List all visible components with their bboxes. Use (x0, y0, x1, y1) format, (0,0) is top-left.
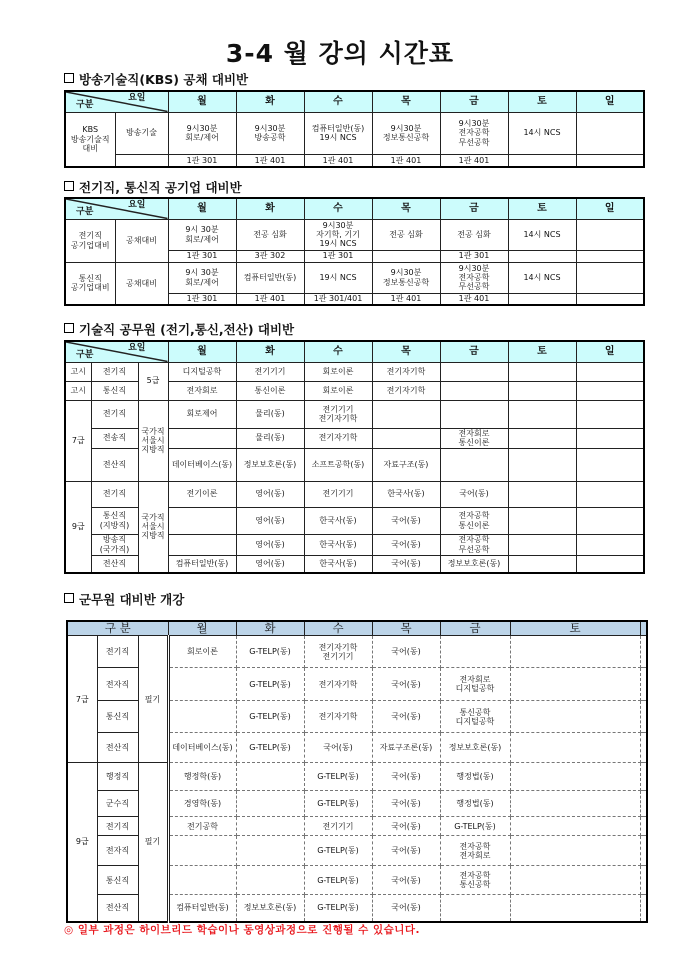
class-cell: 컴퓨터일반(동) (168, 895, 236, 922)
room-cell (576, 250, 644, 262)
class-cell (168, 866, 236, 895)
type-label: 전산직 (97, 895, 138, 922)
class-cell (508, 481, 576, 507)
class-cell: 정보보호론(동) (440, 733, 510, 763)
class-cell: 국어(동) (372, 817, 440, 836)
class-cell (576, 112, 644, 154)
class-cell: 전기자기학 (304, 428, 372, 448)
class-cell (510, 817, 640, 836)
class-cell (508, 555, 576, 573)
day-header: 목 (372, 621, 440, 636)
class-cell: 회로이론 (168, 636, 236, 668)
day-header: 월 (168, 91, 236, 112)
class-cell: 전자공학 통신공학 (440, 866, 510, 895)
class-cell: 전공 심화 (440, 219, 508, 250)
kbs-timetable (64, 90, 645, 168)
type-label: 전산직 (97, 733, 138, 763)
day-header-clipped (640, 621, 647, 636)
class-cell (576, 481, 644, 507)
class-cell: 행정법(동) (440, 791, 510, 817)
class-cell: 전자회로 디지털공학 (440, 668, 510, 701)
class-cell: 전기자기학 (372, 381, 440, 400)
class-cell: 국어(동) (372, 701, 440, 733)
room-cell: 3관 302 (236, 250, 304, 262)
class-cell: 통신공학 디지털공학 (440, 701, 510, 733)
room-cell: 1관 301 (168, 154, 236, 167)
day-header: 수 (304, 341, 372, 362)
class-cell (576, 362, 644, 381)
class-cell (168, 701, 236, 733)
class-cell: G-TELP(동) (304, 895, 372, 922)
class-cell: 전기기기 (304, 481, 372, 507)
class-cell (440, 400, 508, 428)
class-cell: 데이터베이스(동) (168, 733, 236, 763)
class-cell: 물리(동) (236, 428, 304, 448)
grade-label: 7급 (65, 400, 91, 481)
class-cell: 국어(동) (372, 636, 440, 668)
type-label: 행정직 (97, 763, 138, 791)
class-cell: 소프트공학(동) (304, 448, 372, 481)
class-cell (576, 428, 644, 448)
class-cell (510, 836, 640, 866)
class-cell (576, 555, 644, 573)
class-cell (576, 400, 644, 428)
class-cell: G-TELP(동) (440, 817, 510, 836)
class-cell (440, 636, 510, 668)
day-header: 화 (236, 341, 304, 362)
class-cell: 국어(동) (372, 555, 440, 573)
exam-label: 필기 (138, 636, 168, 763)
class-cell: 전기공학 (168, 817, 236, 836)
edge-cell (640, 763, 647, 791)
class-cell: 9시30분 정보통신공학 (372, 262, 440, 293)
class-cell: 한국사(동) (304, 534, 372, 555)
room-cell (508, 154, 576, 167)
type-label: 전자직 (97, 836, 138, 866)
day-header: 월 (168, 198, 236, 219)
class-cell (510, 763, 640, 791)
class-cell: 국어(동) (372, 895, 440, 922)
edge-cell (640, 866, 647, 895)
type-label: 공채대비 (115, 262, 168, 305)
class-cell: 전기자기학 (304, 701, 372, 733)
class-cell: 14시 NCS (508, 112, 576, 154)
class-cell (440, 381, 508, 400)
type-label: 통신직 (91, 381, 138, 400)
class-cell: 국어(동) (304, 733, 372, 763)
class-cell: 한국사(동) (304, 555, 372, 573)
class-cell: 컴퓨터일반(동) (236, 262, 304, 293)
section-heading-public-enterprise (64, 178, 242, 196)
edge-cell (640, 636, 647, 668)
day-header: 일 (576, 198, 644, 219)
header-gubun: 구분 (76, 100, 94, 111)
day-header: 토 (508, 91, 576, 112)
class-cell: 19시 NCS (304, 262, 372, 293)
exam-label: 고시 (65, 381, 91, 400)
class-cell: 행정학(동) (168, 763, 236, 791)
class-cell: G-TELP(동) (236, 701, 304, 733)
class-cell: G-TELP(동) (236, 636, 304, 668)
type-label: 전기직 (97, 817, 138, 836)
class-cell: 9시30분 전자공학 무선공학 (440, 112, 508, 154)
type-label: 통신직 (97, 701, 138, 733)
day-header: 목 (372, 341, 440, 362)
type-label: 전자직 (97, 668, 138, 701)
day-header: 화 (236, 198, 304, 219)
class-cell: G-TELP(동) (304, 836, 372, 866)
class-cell: 전공 심화 (236, 219, 304, 250)
class-cell: 전자공학 통신이론 (440, 507, 508, 534)
public-enterprise-timetable (64, 197, 645, 306)
room-cell: 1관 301 (168, 293, 236, 305)
section-heading-text: 방송기술직(KBS) 공채 대비반 (79, 72, 249, 87)
grade-label: 7급 (67, 636, 97, 763)
type-label: 통신직 (97, 866, 138, 895)
class-cell: 한국사(동) (372, 481, 440, 507)
exam-label: 고시 (65, 362, 91, 381)
class-cell (168, 836, 236, 866)
class-cell: 정보보호론(동) (236, 448, 304, 481)
room-cell: 1관 401 (440, 293, 508, 305)
class-cell: 전기자기학 (304, 668, 372, 701)
class-cell (508, 381, 576, 400)
room-cell: 1관 401 (236, 293, 304, 305)
type-label: 전기직 (91, 400, 138, 428)
header-yoil: 요일 (128, 343, 146, 353)
day-header: 금 (440, 621, 510, 636)
corner-header (65, 341, 168, 362)
class-cell: 전기자기학 전기기기 (304, 636, 372, 668)
grade-label: 5급 (138, 362, 168, 400)
checkbox-square-icon (64, 593, 74, 603)
class-cell: 정보보호론(동) (440, 555, 508, 573)
day-header: 목 (372, 91, 440, 112)
day-header: 월 (168, 621, 236, 636)
day-header: 금 (440, 198, 508, 219)
class-cell: 컴퓨터일반(동) 19시 NCS (304, 112, 372, 154)
class-cell: 정보보호론(동) (236, 895, 304, 922)
class-cell: 국어(동) (372, 866, 440, 895)
edge-cell (640, 791, 647, 817)
class-cell: 영어(동) (236, 481, 304, 507)
room-cell (576, 293, 644, 305)
edge-cell (640, 701, 647, 733)
class-cell: 전기자기학 (372, 362, 440, 381)
type-label: 전산직 (91, 555, 138, 573)
class-cell: 9시30분 정보통신공학 (372, 112, 440, 154)
class-cell: 물리(동) (236, 400, 304, 428)
class-cell: 국어(동) (372, 763, 440, 791)
class-cell (440, 895, 510, 922)
class-cell: 컴퓨터일반(동) (168, 555, 236, 573)
class-cell (576, 219, 644, 250)
day-header: 화 (236, 91, 304, 112)
room-cell: 1관 301 (304, 250, 372, 262)
class-cell (440, 448, 508, 481)
room-cell (508, 293, 576, 305)
day-header: 금 (440, 91, 508, 112)
edge-cell (640, 733, 647, 763)
org-label: 국가직 서울시 지방직 (138, 400, 168, 481)
class-cell: 통신이론 (236, 381, 304, 400)
room-cell (576, 154, 644, 167)
class-cell (440, 362, 508, 381)
group-label: 전기직 공기업대비 (65, 219, 115, 262)
class-cell (510, 733, 640, 763)
class-cell: G-TELP(동) (304, 866, 372, 895)
day-header: 토 (510, 621, 640, 636)
class-cell (168, 534, 236, 555)
class-cell: 국어(동) (372, 507, 440, 534)
type-label: 방송기술 (115, 112, 168, 154)
class-cell (372, 428, 440, 448)
class-cell: 한국사(동) (304, 507, 372, 534)
type-label: 전기직 (91, 481, 138, 507)
type-label: 전기직 (91, 362, 138, 381)
class-cell (508, 400, 576, 428)
class-cell: 14시 NCS (508, 219, 576, 250)
footnote: ◎ 일부 과정은 하이브리드 학습이나 동영상과정으로 진행될 수 있습니다. (64, 924, 421, 936)
edge-cell (640, 895, 647, 922)
exam-label: 필기 (138, 763, 168, 922)
class-cell (168, 668, 236, 701)
type-label: 군수직 (97, 791, 138, 817)
class-cell: 영어(동) (236, 534, 304, 555)
page-title: 3-4 월 강의 시간표 (225, 39, 455, 68)
class-cell (576, 534, 644, 555)
grade-label: 9급 (65, 481, 91, 573)
header-yoil: 요일 (128, 93, 146, 103)
class-cell: 9시 30분 회로/제어 (168, 219, 236, 250)
class-cell: 전자회로 통신이론 (440, 428, 508, 448)
class-cell (508, 428, 576, 448)
type-room-empty (115, 154, 168, 167)
day-header: 수 (304, 621, 372, 636)
room-cell (372, 250, 440, 262)
military-civilian-timetable (66, 620, 648, 923)
class-cell (510, 895, 640, 922)
day-header: 금 (440, 341, 508, 362)
class-cell: 9시 30분 회로/제어 (168, 262, 236, 293)
class-cell: 전기기기 전기자기학 (304, 400, 372, 428)
class-cell: 국어(동) (372, 791, 440, 817)
class-cell: 전기기기 (236, 362, 304, 381)
section-heading-text: 전기직, 통신직 공기업 대비반 (79, 180, 242, 195)
type-label: 전기직 (97, 636, 138, 668)
type-label: 전산직 (91, 448, 138, 481)
class-cell (510, 701, 640, 733)
class-cell (508, 362, 576, 381)
class-cell: 회로이론 (304, 362, 372, 381)
day-header: 토 (508, 341, 576, 362)
class-cell (236, 866, 304, 895)
day-header: 월 (168, 341, 236, 362)
header-yoil: 요일 (128, 200, 146, 210)
class-cell: 전자회로 (168, 381, 236, 400)
class-cell (236, 791, 304, 817)
class-cell (236, 763, 304, 791)
class-cell: 14시 NCS (508, 262, 576, 293)
edge-cell (640, 668, 647, 701)
class-cell: 9시30분 방송공학 (236, 112, 304, 154)
room-cell: 1관 401 (304, 154, 372, 167)
corner-header (65, 91, 168, 112)
class-cell: 국어(동) (440, 481, 508, 507)
class-cell: 회로이론 (304, 381, 372, 400)
checkbox-square-icon (64, 73, 74, 83)
class-cell: 영어(동) (236, 507, 304, 534)
type-label: 전송직 (91, 428, 138, 448)
class-cell: 전공 심화 (372, 219, 440, 250)
class-cell: G-TELP(동) (304, 763, 372, 791)
class-cell: 경영학(동) (168, 791, 236, 817)
class-cell (576, 507, 644, 534)
day-header: 화 (236, 621, 304, 636)
class-cell: 9시30분 회로/제어 (168, 112, 236, 154)
class-cell: 9시30분 자기학, 기기 19시 NCS (304, 219, 372, 250)
class-cell (576, 448, 644, 481)
class-cell: 국어(동) (372, 668, 440, 701)
checkbox-square-icon (64, 323, 74, 333)
class-cell (510, 636, 640, 668)
section-heading-kbs (64, 70, 248, 88)
type-label: 방송직 (국가직) (91, 534, 138, 555)
class-cell: 전기기기 (304, 817, 372, 836)
class-cell (508, 507, 576, 534)
grade-label: 9급 (67, 763, 97, 922)
day-header: 토 (508, 198, 576, 219)
org-label: 국가직 서울시 지방직 (138, 481, 168, 573)
room-cell: 1관 401 (236, 154, 304, 167)
room-cell: 1관 401 (372, 154, 440, 167)
class-cell (510, 668, 640, 701)
civil-service-timetable (64, 340, 645, 574)
room-cell: 1관 301 (440, 250, 508, 262)
gubun-header: 구 분 (67, 621, 168, 636)
class-cell (372, 400, 440, 428)
section-heading-text: 군무원 대비반 개강 (79, 592, 185, 607)
room-cell: 1관 301/401 (304, 293, 372, 305)
type-label: 공채대비 (115, 219, 168, 262)
section-heading-text: 기술직 공무원 (전기,통신,전산) 대비반 (79, 322, 295, 337)
class-cell: G-TELP(동) (304, 791, 372, 817)
section-heading-military-civilian (64, 590, 184, 608)
class-cell: 회로제어 (168, 400, 236, 428)
class-cell (168, 428, 236, 448)
class-cell: 데이터베이스(동) (168, 448, 236, 481)
class-cell: 전기이론 (168, 481, 236, 507)
class-cell: 전자공학 무선공학 (440, 534, 508, 555)
class-cell: 디지털공학 (168, 362, 236, 381)
corner-header (65, 198, 168, 219)
edge-cell (640, 836, 647, 866)
room-cell: 1관 401 (440, 154, 508, 167)
class-cell: G-TELP(동) (236, 733, 304, 763)
edge-cell (640, 817, 647, 836)
class-cell: 자료구조론(동) (372, 733, 440, 763)
class-cell (510, 791, 640, 817)
class-cell: 국어(동) (372, 534, 440, 555)
group-label: 통신직 공기업대비 (65, 262, 115, 305)
class-cell (576, 262, 644, 293)
class-cell: 전자공학 전자회로 (440, 836, 510, 866)
class-cell (576, 381, 644, 400)
class-cell: 9시30분 전자공학 무선공학 (440, 262, 508, 293)
class-cell: 자료구조(동) (372, 448, 440, 481)
day-header: 일 (576, 91, 644, 112)
class-cell: 국어(동) (372, 836, 440, 866)
room-cell (508, 250, 576, 262)
day-header: 일 (576, 341, 644, 362)
day-header: 목 (372, 198, 440, 219)
class-cell: G-TELP(동) (236, 668, 304, 701)
type-label: 통신직 (지방직) (91, 507, 138, 534)
day-header: 수 (304, 198, 372, 219)
room-cell: 1관 401 (372, 293, 440, 305)
class-cell (508, 448, 576, 481)
class-cell (236, 836, 304, 866)
class-cell (168, 507, 236, 534)
header-gubun: 구분 (76, 350, 94, 361)
class-cell: 영어(동) (236, 555, 304, 573)
class-cell (236, 817, 304, 836)
checkbox-square-icon (64, 181, 74, 191)
room-cell: 1관 301 (168, 250, 236, 262)
class-cell (508, 534, 576, 555)
day-header: 수 (304, 91, 372, 112)
class-cell: 행정법(동) (440, 763, 510, 791)
header-gubun: 구분 (76, 207, 94, 218)
class-cell (510, 866, 640, 895)
group-label: KBS 방송기술직 대비 (65, 112, 115, 167)
section-heading-civil-service (64, 320, 294, 338)
